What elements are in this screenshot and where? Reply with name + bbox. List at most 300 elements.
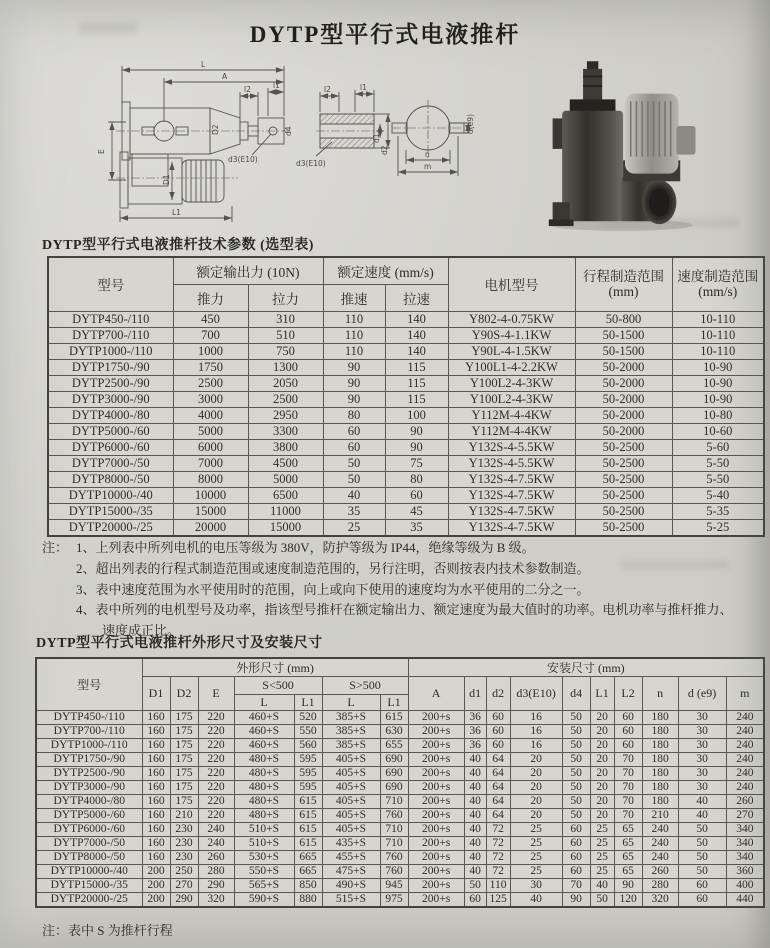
value-cell: 230 (170, 837, 198, 851)
value-cell: 690 (380, 781, 408, 795)
model-cell: DYTP5000-/60 (36, 809, 142, 823)
value-cell: 590+S (234, 893, 294, 908)
value-cell: 405+S (322, 781, 380, 795)
value-cell: 40 (323, 487, 385, 503)
value-cell: 30 (678, 767, 726, 781)
value-cell: 240 (726, 711, 764, 725)
value-cell: 20 (590, 781, 614, 795)
value-cell: 72 (486, 837, 510, 851)
value-cell: 200+s (408, 809, 464, 823)
note-line: 1、上列表中所列电机的电压等级为 380V，防护等级为 IP44，绝缘等级为 B 级。 (76, 540, 535, 555)
value-cell: 140 (385, 343, 448, 359)
value-cell: 200+s (408, 823, 464, 837)
value-cell: 16 (510, 739, 562, 753)
dim-label-d2: d2 (380, 145, 389, 155)
dimension-drawing (92, 56, 544, 234)
value-cell: 90 (614, 879, 642, 893)
value-cell: 760 (380, 865, 408, 879)
page-title: DYTP型平行式电液推杆 (249, 22, 521, 47)
value-cell: 615 (294, 837, 322, 851)
value-cell: 200+s (408, 865, 464, 879)
col-header-rated-force: 额定输出力 (10N) (173, 257, 323, 284)
value-cell: 760 (380, 809, 408, 823)
value-cell: Y132S-4-7.5KW (448, 471, 575, 487)
value-cell: 40 (464, 809, 486, 823)
table-row (48, 503, 764, 519)
model-cell: DYTP1750-/90 (36, 753, 142, 767)
value-cell: 220 (198, 795, 234, 809)
value-cell: 595 (294, 781, 322, 795)
value-cell: 50-2500 (575, 455, 672, 471)
value-cell: 20 (510, 753, 562, 767)
col-header-s-gt-500: S>500 (322, 677, 408, 695)
value-cell: 5-40 (672, 487, 764, 503)
value-cell: 710 (380, 823, 408, 837)
value-cell: 60 (486, 739, 510, 753)
value-cell: 5-35 (672, 503, 764, 519)
value-cell: 160 (142, 809, 170, 823)
col-header-d4: d4 (562, 677, 590, 711)
dim-label-d3-detail: d3(E10) (296, 159, 326, 168)
col-header-push-force: 推力 (173, 284, 248, 311)
value-cell: 4500 (248, 455, 323, 471)
model-cell: DYTP6000-/60 (36, 823, 142, 837)
model-cell: DYTP10000-/40 (36, 865, 142, 879)
value-cell: 30 (678, 711, 726, 725)
value-cell: 490+S (322, 879, 380, 893)
value-cell: 200+s (408, 711, 464, 725)
col-header-stroke-range: 行程制造范围 (mm) (575, 257, 672, 311)
col-header-d3: d3(E10) (510, 677, 562, 711)
table-row (36, 711, 764, 725)
notes-label: 注： (42, 540, 69, 555)
value-cell: 110 (486, 879, 510, 893)
value-cell: 50 (323, 455, 385, 471)
value-cell: 530+S (234, 851, 294, 865)
col-header-L-gt: L (322, 695, 380, 711)
col-header-motor-model: 电机型号 (448, 257, 575, 311)
col-header-s-lt-500: S<500 (234, 677, 322, 695)
product-photo (545, 58, 745, 236)
value-cell: 180 (642, 739, 678, 753)
model-cell: DYTP8000-/50 (36, 851, 142, 865)
value-cell: 510+S (234, 823, 294, 837)
value-cell: 40 (464, 767, 486, 781)
model-cell: DYTP4000-/80 (36, 795, 142, 809)
value-cell: 175 (170, 781, 198, 795)
value-cell: 2950 (248, 407, 323, 423)
value-cell: 40 (510, 893, 562, 908)
value-cell: 60 (464, 893, 486, 908)
value-cell: 480+S (234, 767, 294, 781)
model-cell: DYTP7000-/50 (36, 837, 142, 851)
value-cell: 160 (142, 781, 170, 795)
model-cell: DYTP6000-/60 (48, 439, 173, 455)
value-cell: 385+S (322, 711, 380, 725)
value-cell: 40 (678, 809, 726, 823)
dim-label-A: A (222, 72, 228, 81)
table-row (36, 725, 764, 739)
value-cell: 5000 (248, 471, 323, 487)
value-cell: 115 (385, 359, 448, 375)
value-cell: 36 (464, 725, 486, 739)
value-cell: 140 (385, 327, 448, 343)
value-cell: 160 (142, 767, 170, 781)
model-cell: DYTP450-/110 (48, 311, 173, 327)
value-cell: 175 (170, 725, 198, 739)
value-cell: Y132S-4-5.5KW (448, 455, 575, 471)
value-cell: 40 (464, 781, 486, 795)
value-cell: 760 (380, 851, 408, 865)
table-row (36, 865, 764, 879)
value-cell: 550+S (234, 865, 294, 879)
dim-label-E: E (97, 149, 106, 154)
value-cell: 35 (323, 503, 385, 519)
value-cell: 30 (678, 781, 726, 795)
value-cell: 75 (385, 455, 448, 471)
value-cell: 280 (642, 879, 678, 893)
value-cell: 385+S (322, 739, 380, 753)
value-cell: 240 (726, 739, 764, 753)
col-header-A: A (408, 677, 464, 711)
value-cell: 700 (173, 327, 248, 343)
value-cell: 615 (294, 809, 322, 823)
value-cell: 200+s (408, 837, 464, 851)
value-cell: 210 (642, 809, 678, 823)
value-cell: 10000 (173, 487, 248, 503)
value-cell: 290 (170, 893, 198, 908)
note-line: 4、表中所列的电机型号及功率，指该型号推杆在额定输出力、额定速度为最大值时的功率。电机功率与推杆推力、速度成正比。 (76, 602, 733, 639)
value-cell: 40 (590, 879, 614, 893)
value-cell: 710 (380, 795, 408, 809)
value-cell: 90 (385, 423, 448, 439)
value-cell: 200+s (408, 879, 464, 893)
value-cell: 72 (486, 823, 510, 837)
dim-label-D1: D1 (162, 174, 171, 185)
dim-label-de9: d(e9) (466, 114, 475, 134)
value-cell: 160 (142, 837, 170, 851)
value-cell: 220 (198, 725, 234, 739)
value-cell: 690 (380, 767, 408, 781)
col-header-pull-speed: 拉速 (385, 284, 448, 311)
value-cell: 180 (642, 781, 678, 795)
table-row (36, 823, 764, 837)
value-cell: 200+s (408, 851, 464, 865)
dim-label-l1: l1 (273, 81, 280, 90)
table-row (36, 809, 764, 823)
value-cell: 16 (510, 725, 562, 739)
value-cell: 50 (678, 823, 726, 837)
note-line: 3、表中速度范围为水平使用时的范围，向上或向下使用的速度均为水平使用的二分之一。 (76, 581, 590, 597)
value-cell: 400 (726, 879, 764, 893)
value-cell: 340 (726, 837, 764, 851)
value-cell: 220 (198, 711, 234, 725)
value-cell: 460+S (234, 739, 294, 753)
value-cell: 200+s (408, 725, 464, 739)
table-row (48, 487, 764, 503)
table-row (48, 455, 764, 471)
model-cell: DYTP15000-/35 (48, 503, 173, 519)
value-cell: 440 (726, 893, 764, 908)
value-cell: 30 (510, 879, 562, 893)
value-cell: 615 (380, 711, 408, 725)
dim-label-L: L (201, 60, 206, 69)
value-cell: 240 (198, 823, 234, 837)
value-cell: 11000 (248, 503, 323, 519)
value-cell: 340 (726, 823, 764, 837)
value-cell: 50-2000 (575, 423, 672, 439)
table-row (36, 767, 764, 781)
value-cell: 510+S (234, 837, 294, 851)
value-cell: 180 (642, 711, 678, 725)
value-cell: Y112M-4-4KW (448, 407, 575, 423)
value-cell: 250 (170, 865, 198, 879)
spec-section-heading: DYTP型平行式电液推杆技术参数 (选型表) (42, 238, 314, 253)
value-cell: 25 (510, 837, 562, 851)
value-cell: 20 (510, 809, 562, 823)
value-cell: 70 (614, 781, 642, 795)
value-cell: 50-2000 (575, 391, 672, 407)
value-cell: 460+S (234, 725, 294, 739)
col-header-n: n (642, 677, 678, 711)
value-cell: 655 (380, 739, 408, 753)
value-cell: 35 (385, 519, 448, 536)
value-cell: 595 (294, 767, 322, 781)
spec-table (47, 256, 765, 537)
table-row (48, 343, 764, 359)
value-cell: 100 (385, 407, 448, 423)
value-cell: 160 (142, 795, 170, 809)
value-cell: 20 (510, 781, 562, 795)
value-cell: 50 (562, 725, 590, 739)
value-cell: 30 (678, 739, 726, 753)
value-cell: 520 (294, 711, 322, 725)
value-cell: Y100L1-4-2.2KW (448, 359, 575, 375)
value-cell: 220 (198, 739, 234, 753)
table-row (48, 423, 764, 439)
table-row (36, 837, 764, 851)
value-cell: 90 (323, 359, 385, 375)
value-cell: Y112M-4-4KW (448, 423, 575, 439)
col-header-pull-force: 拉力 (248, 284, 323, 311)
value-cell: 110 (323, 311, 385, 327)
value-cell: 290 (198, 879, 234, 893)
dim-label-L1: L1 (172, 208, 181, 217)
value-cell: 160 (142, 823, 170, 837)
value-cell: 5-50 (672, 455, 764, 471)
value-cell: 240 (726, 753, 764, 767)
dim-label-n: n (425, 150, 430, 159)
model-cell: DYTP1000-/110 (36, 739, 142, 753)
model-cell: DYTP15000-/35 (36, 879, 142, 893)
table-row (48, 407, 764, 423)
value-cell: 160 (142, 753, 170, 767)
value-cell: 50 (562, 767, 590, 781)
model-cell: DYTP7000-/50 (48, 455, 173, 471)
value-cell: 72 (486, 851, 510, 865)
value-cell: 175 (170, 753, 198, 767)
value-cell: 25 (590, 837, 614, 851)
value-cell: 515+S (322, 893, 380, 908)
model-cell: DYTP10000-/40 (48, 487, 173, 503)
value-cell: 690 (380, 753, 408, 767)
value-cell: 175 (170, 711, 198, 725)
model-cell: DYTP450-/110 (36, 711, 142, 725)
value-cell: 200 (142, 893, 170, 908)
col-header-D1: D1 (142, 677, 170, 711)
dim-label-l2: l2 (244, 85, 251, 94)
dim-label-l1-detail: l1 (360, 83, 367, 92)
value-cell: 1000 (173, 343, 248, 359)
col-header-L2: L2 (614, 677, 642, 711)
value-cell: 80 (385, 471, 448, 487)
value-cell: 40 (464, 795, 486, 809)
model-cell: DYTP1750-/90 (48, 359, 173, 375)
value-cell: 8000 (173, 471, 248, 487)
value-cell: 2500 (248, 391, 323, 407)
value-cell: 4000 (173, 407, 248, 423)
value-cell: 60 (614, 725, 642, 739)
col-header-install: 安装尺寸 (mm) (408, 658, 764, 677)
value-cell: 64 (486, 781, 510, 795)
col-header-m: m (726, 677, 764, 711)
dim-label-d3: d3(E10) (228, 155, 258, 164)
value-cell: 60 (562, 851, 590, 865)
value-cell: 160 (142, 739, 170, 753)
value-cell: 50-2500 (575, 519, 672, 536)
value-cell: 65 (614, 851, 642, 865)
table-row (36, 851, 764, 865)
col-header-push-speed: 推速 (323, 284, 385, 311)
value-cell: 60 (486, 711, 510, 725)
value-cell: 270 (170, 879, 198, 893)
value-cell: 60 (562, 865, 590, 879)
value-cell: 665 (294, 865, 322, 879)
value-cell: 750 (248, 343, 323, 359)
value-cell: 50 (562, 809, 590, 823)
model-cell: DYTP8000-/50 (48, 471, 173, 487)
value-cell: Y90L-4-1.5KW (448, 343, 575, 359)
model-cell: DYTP2500-/90 (48, 375, 173, 391)
value-cell: 5-50 (672, 471, 764, 487)
value-cell: 405+S (322, 823, 380, 837)
value-cell: 550 (294, 725, 322, 739)
value-cell: 220 (198, 781, 234, 795)
value-cell: 455+S (322, 851, 380, 865)
value-cell: 200 (142, 879, 170, 893)
value-cell: 20 (590, 739, 614, 753)
value-cell: 175 (170, 739, 198, 753)
value-cell: 110 (323, 327, 385, 343)
value-cell: 10-60 (672, 423, 764, 439)
dim-label-d4: d4 (284, 126, 293, 136)
value-cell: 60 (678, 879, 726, 893)
table-row (48, 375, 764, 391)
table-row (48, 311, 764, 327)
value-cell: 10-80 (672, 407, 764, 423)
value-cell: 50-2500 (575, 471, 672, 487)
value-cell: Y132S-4-7.5KW (448, 519, 575, 536)
value-cell: 320 (642, 893, 678, 908)
col-header-L-lt: L (234, 695, 294, 711)
value-cell: 50-2000 (575, 359, 672, 375)
col-header-L1-lt: L1 (294, 695, 322, 711)
value-cell: 20 (510, 767, 562, 781)
value-cell: 40 (464, 823, 486, 837)
value-cell: 615 (294, 823, 322, 837)
value-cell: 6000 (173, 439, 248, 455)
value-cell: 210 (170, 809, 198, 823)
value-cell: 50 (562, 753, 590, 767)
col-header-d-e9: d (e9) (678, 677, 726, 711)
table-row (36, 739, 764, 753)
model-cell: DYTP3000-/90 (48, 391, 173, 407)
value-cell: 560 (294, 739, 322, 753)
col-header-L1-gt: L1 (380, 695, 408, 711)
value-cell: 50 (562, 739, 590, 753)
table-row (36, 893, 764, 908)
col-header-E: E (198, 677, 234, 711)
value-cell: 60 (562, 837, 590, 851)
model-cell: DYTP20000-/25 (36, 893, 142, 908)
value-cell: 70 (614, 795, 642, 809)
model-cell: DYTP4000-/80 (48, 407, 173, 423)
table-row (36, 781, 764, 795)
value-cell: 10-110 (672, 327, 764, 343)
value-cell: 50 (678, 837, 726, 851)
value-cell: 60 (614, 739, 642, 753)
value-cell: 90 (562, 893, 590, 908)
value-cell: 6500 (248, 487, 323, 503)
value-cell: 80 (323, 407, 385, 423)
value-cell: 460+S (234, 711, 294, 725)
dim-label-d1: d1 (372, 133, 381, 143)
value-cell: 110 (323, 343, 385, 359)
value-cell: 200+s (408, 739, 464, 753)
value-cell: 260 (642, 865, 678, 879)
value-cell: 50-2500 (575, 487, 672, 503)
value-cell: 25 (510, 851, 562, 865)
value-cell: 40 (464, 851, 486, 865)
value-cell: 595 (294, 753, 322, 767)
value-cell: 25 (590, 865, 614, 879)
value-cell: 65 (614, 865, 642, 879)
value-cell: 475+S (322, 865, 380, 879)
value-cell: 40 (678, 795, 726, 809)
value-cell: 385+S (322, 725, 380, 739)
value-cell: 480+S (234, 781, 294, 795)
col-header-D2: D2 (170, 677, 198, 711)
value-cell: 65 (614, 837, 642, 851)
value-cell: 64 (486, 753, 510, 767)
value-cell: Y90S-4-1.1KW (448, 327, 575, 343)
value-cell: 450 (173, 311, 248, 327)
value-cell: 480+S (234, 809, 294, 823)
value-cell: 240 (198, 837, 234, 851)
value-cell: 60 (678, 893, 726, 908)
value-cell: 240 (726, 725, 764, 739)
value-cell: 60 (385, 487, 448, 503)
value-cell: 480+S (234, 795, 294, 809)
value-cell: 60 (562, 823, 590, 837)
value-cell: 115 (385, 391, 448, 407)
value-cell: Y100L2-4-3KW (448, 391, 575, 407)
value-cell: 340 (726, 851, 764, 865)
value-cell: 90 (385, 439, 448, 455)
value-cell: 200+s (408, 893, 464, 908)
value-cell: 40 (464, 865, 486, 879)
value-cell: 90 (323, 375, 385, 391)
